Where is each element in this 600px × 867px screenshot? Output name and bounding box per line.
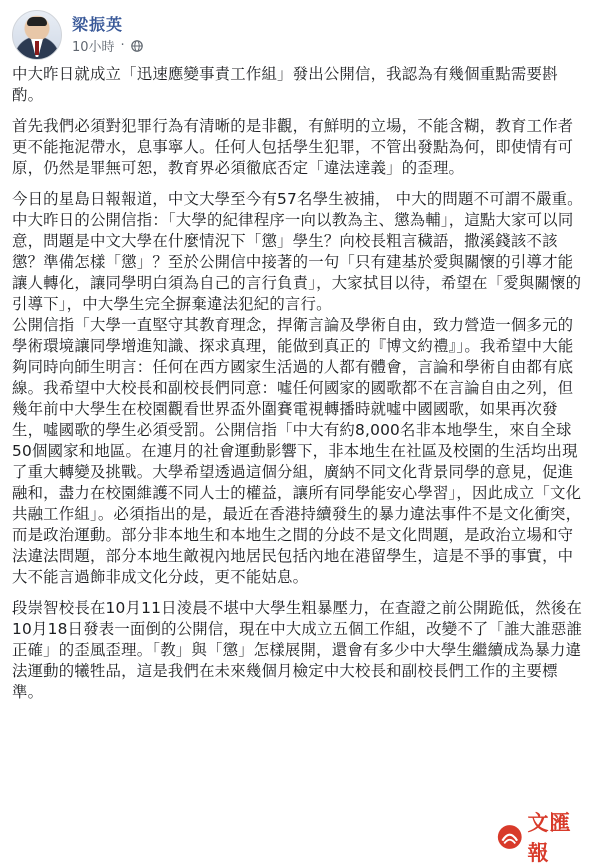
post-body (12, 64, 588, 713)
post-paragraph: 今日的星島日報報道，中文大學至今有57名學生被捕， 中大的問題不可謂不嚴重。中大昨日的公開信指：「大學的紀律程序一向以教為主、懲為輔」，這點大家可以同意，問題是中文大學在什麼情況下「懲」學生？向校長粗言穢語，撒溪錢該不該懲？準備怎樣「懲」？至於公開信中接著的一句「只有建基於愛與關懷的引導才能讓人轉化，讓同學明白須為自己的言行負責」，大家拭目以待，希望在「愛與關懷的引導下」，中大學生完全摒棄違法犯紀的言行。 (12, 190, 583, 313)
post-paragraph: 公開信指「大學一直堅守其教育理念，捍衛言論及學術自由，致力營造一個多元的學術環境讓同學增進知識、探求真理，能做到真正的『博文約禮』」。我希望中大能夠同時向師生明言：任何在西方國家生活過的人都有體會，言論和學術自由都有底線。我希望中大校長和副校長們同意：噓任何國家的國歌都不在言論自由之列，但幾年前中大學生在校園觀看世界盃外圍賽電視轉播時就噓中國國歌，如果再次發生，噓國歌的學生必須受罰。公開信指「中大有約8,000名非本地學生，來自全球50個國家和地區。在連月的社會運動影響下，非本地生在社區及校園的生活均出現了重大轉變及挑戰。大學希望透過這個分組，廣納不同文化背景同學的意見，促進融和，盡力在校園維護不同人士的權益，讓所有同學能安心學習」，因此成立「文化共融工作組」。必須指出的是，最近在香港持續發生的暴力違法事件不是文化衝突，而是政治運動。部分非本地生和本地生之間的分歧不是文化問題，是政治立場和守法違法問題，部分本地生敵視內地居民包括內地在港留學生，這是不爭的事實，中大不能言過飾非成文化分歧，更不能姑息。 (12, 316, 582, 586)
post-header (12, 10, 572, 62)
wenweipo-watermark (496, 810, 588, 865)
wenweipo-logo-icon (496, 822, 524, 852)
post-timestamp[interactable]: 10小時 (72, 40, 115, 55)
watermark-text: 文匯報 (527, 810, 572, 865)
post-paragraph: 段崇智校長在10月11日淩晨不堪中大學生粗暴壓力，在查證之前公開跪低，然後在10月18日發表一面倒的公開信，現在中大成立五個工作組，改變不了「誰大誰惡誰正確」的歪風歪理。「教」與「懲」怎樣展開，還會有多少中大學生繼續成為暴力違法運動的犧牲品，這是我們在未來幾個月檢定中大校長和副校長們工作的主要標準。 (12, 599, 583, 701)
dot-separator: · (120, 38, 125, 53)
globe-icon[interactable] (131, 40, 143, 52)
author-avatar[interactable] (12, 10, 62, 60)
post-meta (72, 36, 143, 55)
author-name[interactable]: 梁振英 (72, 15, 124, 34)
post-paragraph: 中大昨日就成立「迅速應變事責工作組」發出公開信，我認為有幾個重點需要斟酌。 (12, 65, 558, 104)
post-paragraph: 首先我們必須對犯罪行為有清晰的是非觀，有鮮明的立場，不能含糊，教育工作者更不能拖泥帶水，息事寧人。任何人包括學生犯罪，不管出發點為何，即使情有可原，仍然是罪無可恕，教育界必須徹底否定「違法達義」的歪理。 (12, 117, 574, 177)
